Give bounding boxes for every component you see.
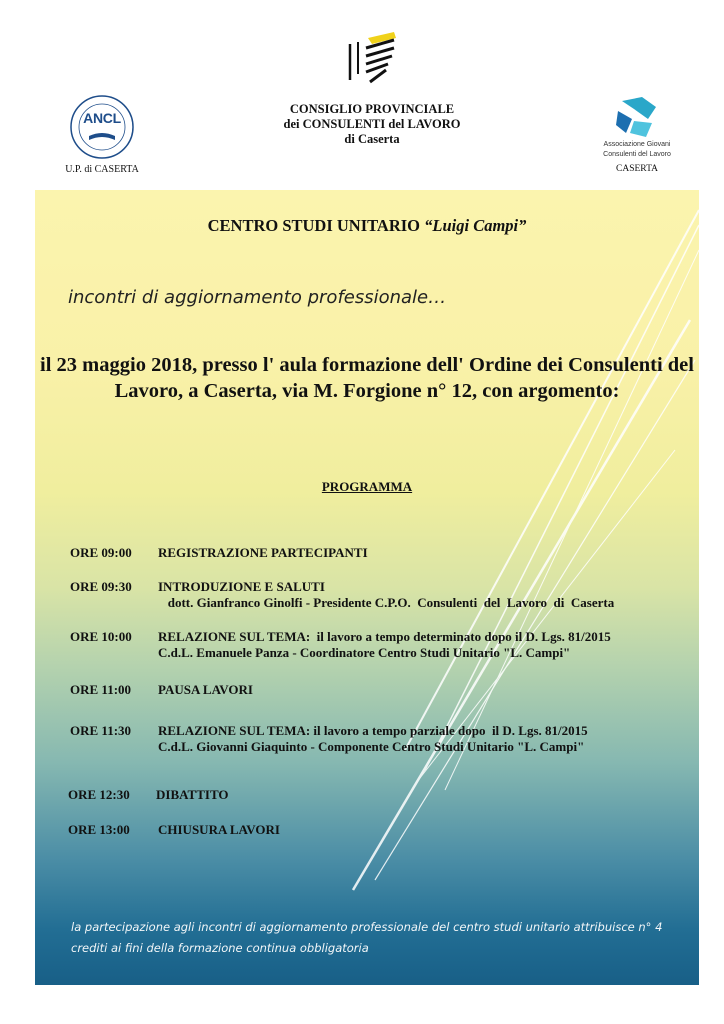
- program-body: [158, 682, 253, 698]
- program-line: CHIUSURA LAVORI: [158, 822, 280, 837]
- title-prefix: CENTRO STUDI UNITARIO: [207, 216, 425, 235]
- agc-emblem-icon: [612, 97, 662, 139]
- title-name: “Luigi Campi”: [424, 216, 527, 235]
- program-line: RELAZIONE SUL TEMA: il lavoro a tempo determinato dopo il D. Lgs. 81/2015: [158, 629, 611, 644]
- program-body: [158, 545, 368, 561]
- credits-note: la partecipazione agli incontri di aggiornamento professionale del centro studi unitario attribuisce n° 4 crediti ai fini della formazione continua obbligatoria: [71, 920, 663, 955]
- program-body: [158, 723, 588, 755]
- program-line: INTRODUZIONE E SALUTI: [158, 579, 325, 594]
- program-line: RELAZIONE SUL TEMA: il lavoro a tempo parziale dopo il D. Lgs. 81/2015: [158, 723, 588, 738]
- agc-line-1: Associazione Giovani: [603, 141, 671, 148]
- program-time: ORE 11:30: [70, 723, 132, 738]
- program-line: DIBATTITO: [156, 787, 229, 802]
- ancl-brand: ANCL: [83, 110, 121, 126]
- ancl-emblem-icon: [69, 94, 135, 160]
- program-time: ORE 11:00: [70, 682, 132, 697]
- agc-line-2: Consulenti del Lavoro: [603, 151, 671, 158]
- cpo-logo: [262, 30, 482, 147]
- program-body: [156, 787, 229, 803]
- agc-caption: CASERTA: [616, 164, 658, 174]
- cpo-line-2: dei CONSULENTI del LAVORO: [283, 117, 461, 131]
- program-line: PAUSA LAVORI: [158, 682, 253, 697]
- program-time: ORE 13:00: [68, 822, 130, 837]
- cpo-line-1: CONSIGLIO PROVINCIALE: [289, 102, 455, 116]
- program-heading: PROGRAMMA: [321, 479, 413, 494]
- poster-panel: [35, 190, 699, 985]
- agc-logo: [594, 97, 680, 174]
- program-line: C.d.L. Emanuele Panza - Coordinatore Centro Studi Unitario "L. Campi": [158, 645, 571, 660]
- cpo-line-3: di Caserta: [344, 132, 400, 146]
- program-line: dott. Gianfranco Ginolfi - Presidente C.P.O. Consulenti del Lavoro di Caserta: [158, 595, 615, 610]
- ancl-logo: [52, 94, 152, 175]
- page-title: [35, 216, 699, 236]
- program-time: ORE 09:00: [70, 545, 132, 560]
- event-headline: il 23 maggio 2018, presso l' aula formazione dell' Ordine dei Consulenti del Lavoro, a Caserta, via M. Forgione n° 12, con argomento:: [40, 354, 694, 402]
- header: [0, 0, 724, 190]
- program-line: C.d.L. Giovanni Giaquinto - Componente Centro Studi Unitario "L. Campi": [158, 739, 585, 754]
- program-body: [158, 579, 614, 611]
- program-time: ORE 12:30: [68, 787, 130, 802]
- program-time: ORE 09:30: [70, 579, 132, 594]
- program-body: [158, 822, 280, 838]
- program-line: REGISTRAZIONE PARTECIPANTI: [158, 545, 368, 560]
- cpo-emblem-icon: [342, 30, 402, 90]
- ancl-caption: U.P. di CASERTA: [65, 164, 139, 175]
- program-body: [158, 629, 611, 661]
- tagline: incontri di aggiornamento professionale…: [68, 287, 447, 308]
- program-time: ORE 10:00: [70, 629, 132, 644]
